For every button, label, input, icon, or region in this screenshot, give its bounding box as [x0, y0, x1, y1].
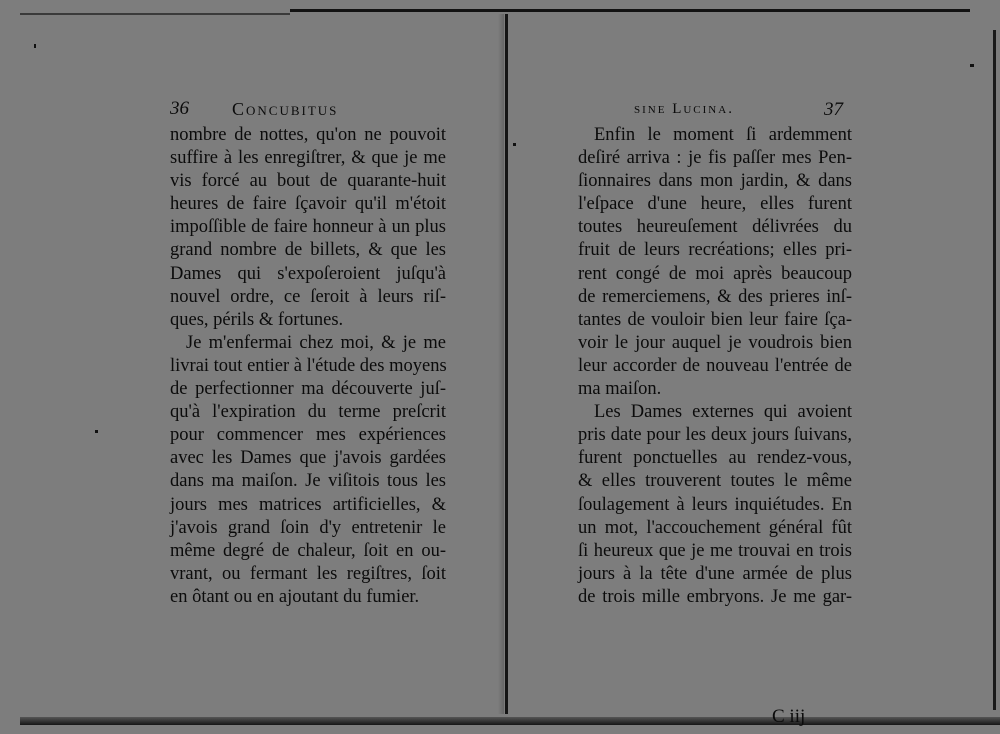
- text-line: ma maiſon.: [578, 379, 662, 400]
- text-line: Les Dames externes qui avoient: [594, 402, 852, 423]
- text-line: Je m'enfermai chez moi, & je me: [186, 332, 446, 353]
- left-running-title: Concubitus: [232, 99, 339, 119]
- text-line: ſionnaires dans mon jardin, & dans: [578, 171, 852, 192]
- ink-speck: [95, 430, 98, 433]
- text-line: rent congé de moi après beaucoup: [578, 263, 852, 284]
- left-page-number: 36: [170, 98, 189, 119]
- text-line: de perfectionner ma découverte juſ-: [170, 379, 446, 400]
- text-line: en ôtant ou en ajoutant du fumier.: [170, 586, 420, 607]
- page-top-edge-left: [20, 13, 290, 15]
- left-running-head: [170, 98, 446, 124]
- right-running-head: [578, 98, 852, 124]
- text-line: un mot, l'accouchement général fût: [578, 517, 852, 538]
- text-line: jours mes matrices artificielles, &: [170, 494, 446, 515]
- right-page-number: 37: [824, 99, 843, 120]
- page-bottom-edge: [20, 717, 1000, 725]
- text-line: de remerciemens, & des prieres inſ-: [578, 286, 852, 307]
- text-line: qu'à l'expiration du terme preſcrit: [170, 402, 446, 423]
- text-line: avec les Dames que j'avois gardées: [170, 448, 446, 469]
- text-line: & elles trouverent toutes le même: [578, 471, 852, 492]
- signature-mark: C iij: [772, 706, 806, 727]
- text-line: grand nombre de billets, & que les: [170, 240, 446, 261]
- text-line: furent ponctuelles au rendez-vous,: [578, 448, 852, 469]
- ink-speck: [970, 64, 974, 67]
- right-page: [578, 98, 852, 727]
- text-line: suffire à les enregiſtrer, & que je me: [170, 148, 446, 169]
- text-line: Enfin le moment ſi ardemment: [594, 125, 852, 145]
- text-line: voir le jour auquel je voudrois bien: [578, 332, 852, 353]
- text-line: fruit de leurs recréations; elles pri-: [578, 240, 852, 261]
- text-line: vrant, ou fermant les regiſtres, ſoit: [170, 563, 446, 584]
- text-line: jours à la tête d'une armée de plus: [578, 563, 852, 584]
- gutter-shadow: [498, 14, 504, 714]
- text-line: dans ma maiſon. Je viſitois tous les: [170, 471, 446, 492]
- page-top-edge-right: [290, 9, 970, 12]
- text-line: impoſſible de faire honneur à un plus: [170, 217, 446, 238]
- right-page-text: [578, 124, 852, 609]
- book-gutter: [505, 14, 508, 714]
- text-line: deſiré arriva : je fis paſſer mes Pen-: [578, 148, 852, 169]
- ink-speck: [513, 143, 516, 146]
- text-line: l'eſpace d'une heure, elles furent: [578, 194, 852, 215]
- text-line: pris date pour les deux jours ſuivans,: [578, 425, 852, 446]
- text-line: vis forcé au bout de quarante-huit: [170, 171, 446, 192]
- right-running-title: sine Lucina.: [634, 101, 734, 117]
- text-line: pour commencer mes expériences: [170, 425, 446, 446]
- text-line: heures de faire ſçavoir qu'il m'étoit: [170, 194, 446, 215]
- text-line: leur accorder de nouveau l'entrée de: [578, 355, 852, 376]
- page-right-edge: [993, 30, 996, 710]
- text-line: j'avois grand ſoin d'y entretenir le: [170, 517, 446, 538]
- left-page-text: [170, 124, 446, 609]
- text-line: ques, périls & fortunes.: [170, 309, 344, 330]
- text-line: nouvel ordre, ce ſeroit à leurs riſ-: [170, 286, 446, 307]
- text-line: même degré de chaleur, ſoit en ou-: [170, 540, 446, 561]
- text-line: livrai tout entier à l'étude des moyens: [170, 355, 447, 376]
- text-line: ſoulagement à leurs inquiétudes. En: [578, 494, 852, 515]
- ink-speck: [34, 44, 36, 48]
- text-line: Dames qui s'expoſeroient juſqu'à: [170, 263, 446, 284]
- text-line: toutes heureuſement délivrées du: [578, 217, 852, 238]
- left-page: [170, 98, 446, 609]
- text-line: tantes de vouloir bien leur faire ſça-: [578, 309, 852, 330]
- text-line: ſi heureux que je me trouvai en trois: [578, 540, 852, 561]
- text-line: nombre de nottes, qu'on ne pouvoit: [170, 125, 446, 145]
- text-line: de trois mille embryons. Je me gar-: [578, 586, 852, 607]
